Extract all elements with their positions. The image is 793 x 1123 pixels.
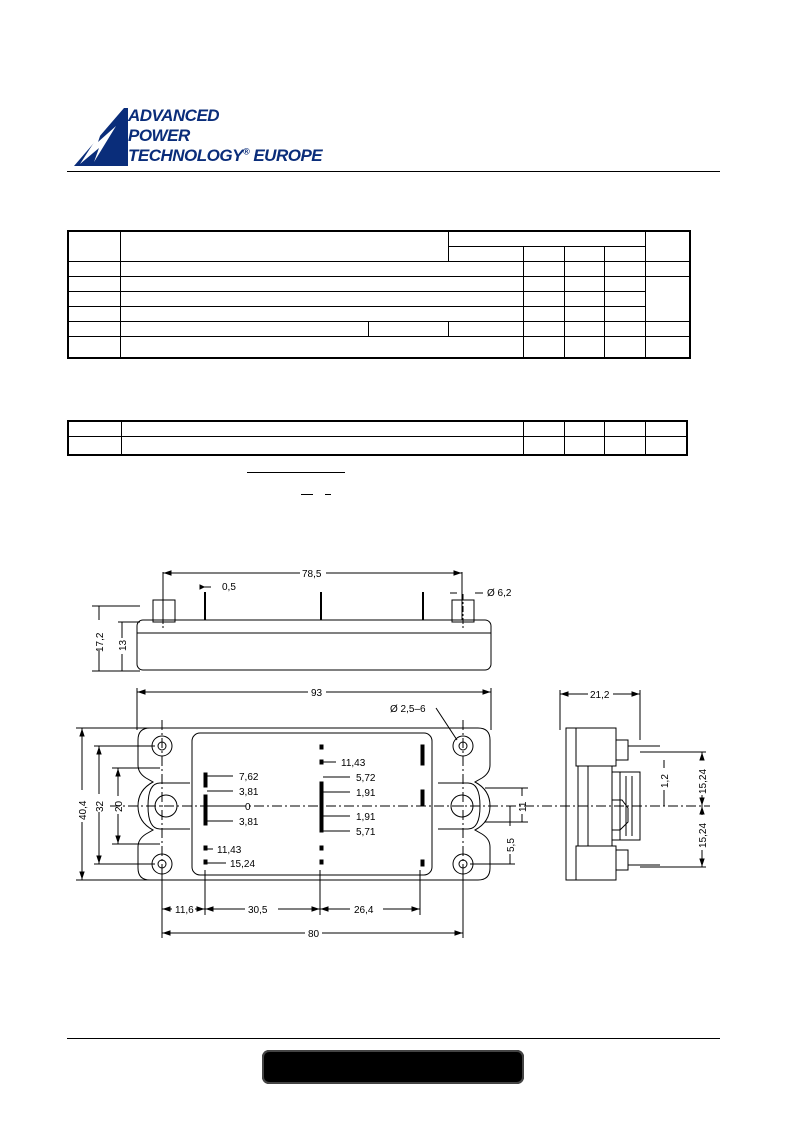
footer-rule xyxy=(67,1038,720,1039)
dim-side-21-2: 21,2 xyxy=(590,690,610,701)
dim-pin-0-5: 0,5 xyxy=(222,582,236,593)
plan-view xyxy=(76,688,560,940)
dim-30-5: 30,5 xyxy=(248,905,268,916)
pin-5-71: 5,71 xyxy=(356,827,376,838)
dim-width-93: 93 xyxy=(311,688,323,699)
dim-height-40-4: 40,4 xyxy=(78,800,89,820)
front-view xyxy=(92,569,512,671)
dim-26-4: 26,4 xyxy=(354,905,374,916)
logo-europe: EUROPE xyxy=(253,146,323,165)
dim-5-5: 5,5 xyxy=(506,838,517,852)
dim-height-32: 32 xyxy=(95,800,106,812)
logo-registered: ® xyxy=(242,146,250,157)
dim-11-6: 11,6 xyxy=(175,905,194,916)
pin-1-91-b: 1,91 xyxy=(356,812,376,823)
logo-line-1: ADVANCED xyxy=(128,106,220,125)
dim-80: 80 xyxy=(308,929,320,940)
dim-side-15-24-top: 15,24 xyxy=(698,768,709,794)
pin-5-72: 5,72 xyxy=(356,773,376,784)
dim-mount-hole: Ø 2,5–6 xyxy=(390,704,426,715)
dim-11: 11 xyxy=(518,801,529,812)
side-view xyxy=(560,690,710,880)
pin-0: 0 xyxy=(245,802,251,813)
footer-label-box xyxy=(262,1050,524,1084)
pin-3-81-b: 3,81 xyxy=(239,817,259,828)
pin-1-91-a: 1,91 xyxy=(356,788,376,799)
dim-height-17-2: 17,2 xyxy=(95,632,106,652)
dim-width-78-5: 78,5 xyxy=(302,569,322,580)
pin-15-24-left: 15,24 xyxy=(230,859,256,870)
dim-height-20: 20 xyxy=(114,800,125,812)
logo-technology: TECHNOLOGY xyxy=(128,146,243,165)
dim-side-15-24-bottom: 15,24 xyxy=(698,822,709,848)
logo-line-2: POWER xyxy=(128,126,190,145)
dim-height-13: 13 xyxy=(118,639,129,651)
pin-7-62: 7,62 xyxy=(239,772,259,783)
pin-11-43-left: 11,43 xyxy=(217,845,242,856)
pin-11-43-mid: 11,43 xyxy=(341,758,366,769)
dim-side-1-2: 1,2 xyxy=(660,774,671,788)
pin-3-81-a: 3,81 xyxy=(239,787,259,798)
dim-hole-6-2: Ø 6,2 xyxy=(487,588,512,599)
